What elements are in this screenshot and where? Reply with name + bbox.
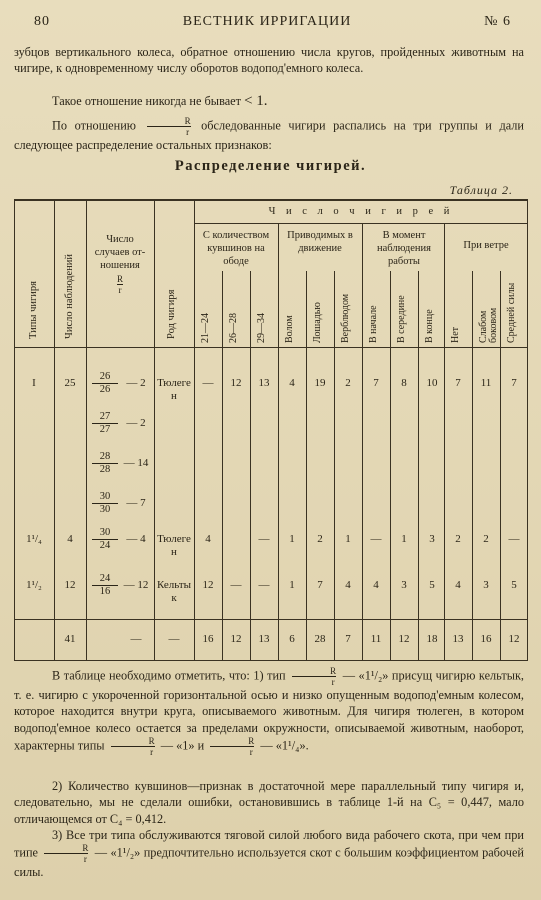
subcolumn-header: 21—24 <box>200 313 211 343</box>
table-title: Распределение чигирей. <box>174 158 367 174</box>
row-value: 1 <box>345 533 351 545</box>
row-value: 7 <box>511 377 517 389</box>
row-value: 7 <box>455 377 461 389</box>
ratio-fraction-cell: 27 27 <box>92 411 118 436</box>
row-observations: 4 <box>67 533 73 545</box>
column-observations: Число наблюдений <box>64 254 75 339</box>
ratio-fraction-cell: 28 28 <box>92 451 118 476</box>
ratio-count: — 2 <box>126 377 146 389</box>
row-value: 12 <box>230 377 242 389</box>
group-header: Ч и с л о ч и г и р е й <box>268 206 454 217</box>
row-value: 5 <box>429 579 435 591</box>
table-label: Таблица 2. <box>449 183 513 197</box>
ratio-count: — 7 <box>126 497 146 509</box>
subcolumn-header: Нет <box>450 326 461 343</box>
ratio-fraction-cell: 24 16 <box>92 573 118 598</box>
subcolumn-header: В конце <box>424 309 435 343</box>
row-value: — <box>230 579 242 591</box>
intro-paragraph-1: зубцов вертикального колеса, обратное отношению числа кругов, пройденных животным на чигире, к одновременному числу оборотов водопод'емного колеса. <box>14 45 524 76</box>
ratio-fraction-cell: 26 26 <box>92 371 118 396</box>
total-value: 13 <box>258 633 270 645</box>
ratio-count: — 14 <box>123 457 149 469</box>
row-value: 5 <box>511 579 517 591</box>
row-value: 12 <box>202 579 214 591</box>
total-value: 13 <box>452 633 464 645</box>
row-value: 3 <box>429 533 435 545</box>
row-value: 7 <box>373 377 379 389</box>
ratio-count: — 4 <box>126 533 146 545</box>
row-value: 4 <box>345 579 351 591</box>
total-value: 28 <box>314 633 326 645</box>
distribution-table <box>14 199 528 661</box>
after-paragraph-3: 3) Все три типа обслуживаются тяговой силой любого вида рабочего скота, при чем при типе $\frac{R}{r}$ — «1¹/₂» предпочтительно используется скот с большим коэффициентом рабочей силы. <box>14 828 524 880</box>
row-value: 1 <box>401 533 407 545</box>
ratio-fraction-cell: 30 24 <box>92 527 118 552</box>
group-wind: При ветре <box>463 240 509 251</box>
total-value: 16 <box>202 633 214 645</box>
intro-paragraph-3: По отношению $\frac{R}{r}$ обследованные чигири распались на три группы и дали следующее распределение остальных признаков: <box>14 116 524 152</box>
journal-title: ВЕСТНИК ИРРИГАЦИИ <box>182 14 352 29</box>
subcolumn-header: Верблюдом <box>340 293 351 343</box>
row-observations: 25 <box>64 377 76 389</box>
row-kind: Тюлеген <box>157 377 191 402</box>
page-number: 80 <box>34 14 50 29</box>
column-type: Типы чигиря <box>28 281 39 339</box>
row-value: 3 <box>483 579 489 591</box>
column-kind: Род чигиря <box>166 289 177 339</box>
row-value: — <box>370 533 382 545</box>
row-value: 2 <box>455 533 461 545</box>
subcolumn-header: Слабом боковом <box>478 307 499 343</box>
ratio-count: — 12 <box>123 579 149 591</box>
group-moment: В момент наблюдения работы <box>377 230 431 267</box>
row-value: 2 <box>483 533 489 545</box>
row-type: I <box>32 377 36 389</box>
row-observations: 12 <box>64 579 76 591</box>
ratio-fraction: $\frac{R}{r}$ <box>147 116 191 137</box>
row-value: 3 <box>401 579 407 591</box>
row-value: 4 <box>455 579 461 591</box>
subcolumn-header: Лошадью <box>312 302 323 343</box>
row-value: 8 <box>401 377 407 389</box>
row-value: — <box>202 377 214 389</box>
row-value: 13 <box>258 377 270 389</box>
row-value: 1 <box>289 579 295 591</box>
group-drive: Приводимых в движение <box>287 230 353 254</box>
subcolumn-header: 26—28 <box>228 313 239 343</box>
total-value: 6 <box>289 633 295 645</box>
row-value: 4 <box>373 579 379 591</box>
row-type: 1¹/₄ <box>26 533 42 545</box>
row-value: 7 <box>317 579 323 591</box>
total-kind: — <box>168 633 180 645</box>
total-ratio: — <box>130 633 142 645</box>
row-value: 4 <box>205 533 211 545</box>
total-value: 18 <box>426 633 438 645</box>
total-value: 11 <box>370 633 382 645</box>
less-than-sign: < 1. <box>244 93 268 109</box>
after-paragraph-1: В таблице необходимо отметить, что: 1) тип $\frac{R}{r}$ — «1¹/₂» присущ чигирю кельтык, т. е. чигирю с укороченной горизонтальной осью и низко опущенным водопод'емным колесом, которое находится внутри круга, описываемого животным. Для чигиря тюлеген, в котором водопод'емное колесо остается за пределами окружности, описываемой животным, наоборот, характерны типы $\frac{R}{r}$ — «1» и $\frac{R}{r}$ — «1¹/₄». <box>14 666 524 758</box>
row-kind: Кельтык <box>156 579 192 604</box>
row-value: 10 <box>426 377 438 389</box>
row-value: — <box>258 533 270 545</box>
row-value: — <box>258 579 270 591</box>
running-header <box>34 14 511 34</box>
ratio-count: — 2 <box>126 417 146 429</box>
row-value: 1 <box>289 533 295 545</box>
subcolumn-header: Средней силы <box>506 282 517 343</box>
row-kind: Тюлеген <box>157 533 191 558</box>
total-value: 7 <box>345 633 351 645</box>
ratio-fraction-cell: 30 30 <box>92 491 118 516</box>
total-observations: 41 <box>64 633 76 645</box>
total-value: 16 <box>480 633 492 645</box>
after-paragraph-2: 2) Количество кувшинов—признак в достаточной мере параллельный типу чигиря и, следовательно, мы не сделали ошибки, остановившись в таблице 1-й на C₅ = 0,447, мало отличающемся от C₄ = 0,412. <box>14 779 524 826</box>
subcolumn-header: 29—34 <box>256 313 267 343</box>
row-value: 4 <box>289 377 295 389</box>
intro-paragraph-2: Такое отношение никогда не бывает < 1. <box>52 93 268 109</box>
row-value: — <box>508 533 520 545</box>
subcolumn-header: В середине <box>396 295 407 343</box>
row-value: 11 <box>480 377 492 389</box>
total-value: 12 <box>230 633 242 645</box>
column-cases: Число случаев от- ношения $\frac{R}{r}$ <box>94 234 146 295</box>
row-value: 2 <box>345 377 351 389</box>
subcolumn-header: В начале <box>368 305 379 343</box>
row-value: 19 <box>314 377 326 389</box>
issue-number: № 6 <box>484 14 511 29</box>
total-value: 12 <box>398 633 410 645</box>
total-value: 12 <box>508 633 520 645</box>
row-type: 1¹/₂ <box>26 579 42 591</box>
subcolumn-header: Волом <box>284 315 295 343</box>
row-value: 2 <box>317 533 323 545</box>
group-jugs: С количеством кувшинов на ободе <box>202 230 270 267</box>
